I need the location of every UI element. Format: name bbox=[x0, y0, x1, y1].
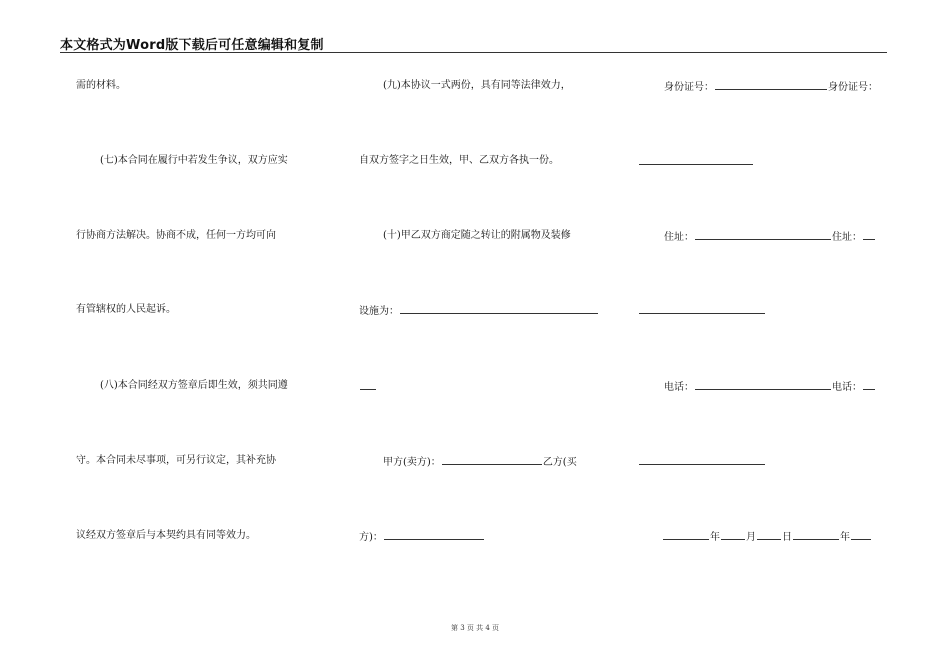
id-continuation bbox=[638, 154, 754, 170]
fixtures-line bbox=[359, 303, 599, 319]
left-line-1: 需的材料。 bbox=[76, 80, 126, 91]
year2-blank bbox=[793, 529, 839, 540]
left-line-7: 议经双方签章后与本契约具有同等效力。 bbox=[76, 530, 256, 541]
id-label-1: 身份证号： bbox=[664, 82, 714, 93]
party-signature-line bbox=[383, 454, 577, 470]
id-blank-2 bbox=[639, 154, 753, 165]
address-continuation bbox=[638, 303, 766, 319]
address-line bbox=[664, 229, 876, 245]
year-label: 年 bbox=[710, 532, 720, 543]
id-label-2: 身份证号： bbox=[828, 82, 878, 93]
clause-ten-line-1: (十)甲乙双方商定随之转让的附属物及装修 bbox=[383, 230, 571, 241]
id-number-line bbox=[664, 79, 878, 95]
year-blank bbox=[663, 529, 709, 540]
phone-blank-1 bbox=[695, 379, 831, 390]
party-a-blank bbox=[442, 454, 542, 465]
day-blank bbox=[757, 529, 781, 540]
fixtures-blank bbox=[400, 303, 598, 314]
fixtures-blank-continued bbox=[360, 379, 376, 390]
phone-line bbox=[664, 379, 876, 395]
left-line-5: (八)本合同经双方签章后即生效，须共同遵 bbox=[100, 380, 288, 391]
year2-trailing-blank bbox=[851, 529, 871, 540]
left-line-6: 守。本合同未尽事项，可另行议定，其补充协 bbox=[76, 455, 276, 466]
header-divider bbox=[60, 52, 887, 53]
clause-nine-line-1: (九)本协议一式两份，具有同等法律效力， bbox=[383, 80, 571, 91]
left-line-3: 行协商方法解决。协商不成，任何一方均可向 bbox=[76, 230, 276, 241]
party-b-blank bbox=[384, 529, 484, 540]
party-b-label-start: 乙方(买 bbox=[542, 457, 577, 468]
address-label-1: 住址： bbox=[664, 232, 694, 243]
month-blank bbox=[721, 529, 745, 540]
year2-label: 年 bbox=[840, 532, 850, 543]
party-b-line bbox=[359, 529, 485, 545]
address-blank-2-start bbox=[863, 229, 875, 240]
date-line bbox=[662, 529, 872, 545]
left-line-4: 有管辖权的人民起诉。 bbox=[76, 304, 176, 315]
phone-label-1: 电话： bbox=[664, 382, 694, 393]
day-label: 日 bbox=[782, 532, 792, 543]
party-b-label-end: 方)： bbox=[359, 532, 383, 543]
clause-nine-line-2: 自双方签字之日生效，甲、乙双方各执一份。 bbox=[359, 155, 559, 166]
address-blank-1 bbox=[695, 229, 831, 240]
month-label: 月 bbox=[746, 532, 756, 543]
phone-continuation bbox=[638, 454, 766, 470]
address-blank-2 bbox=[639, 303, 765, 314]
phone-blank-2-start bbox=[863, 379, 875, 390]
party-a-label: 甲方(卖方)： bbox=[383, 457, 441, 468]
fixtures-label: 设施为： bbox=[359, 306, 399, 317]
phone-label-2: 电话： bbox=[832, 382, 862, 393]
document-header-title: 本文格式为Word版下载后可任意编辑和复制 bbox=[60, 38, 324, 53]
page-footer: 第 3 页 共 4 页 bbox=[450, 624, 500, 632]
id-blank-1 bbox=[715, 79, 827, 90]
address-label-2: 住址： bbox=[832, 232, 862, 243]
left-line-2: (七)本合同在履行中若发生争议，双方应实 bbox=[100, 155, 288, 166]
phone-blank-2 bbox=[639, 454, 765, 465]
fixtures-continuation bbox=[359, 379, 377, 395]
